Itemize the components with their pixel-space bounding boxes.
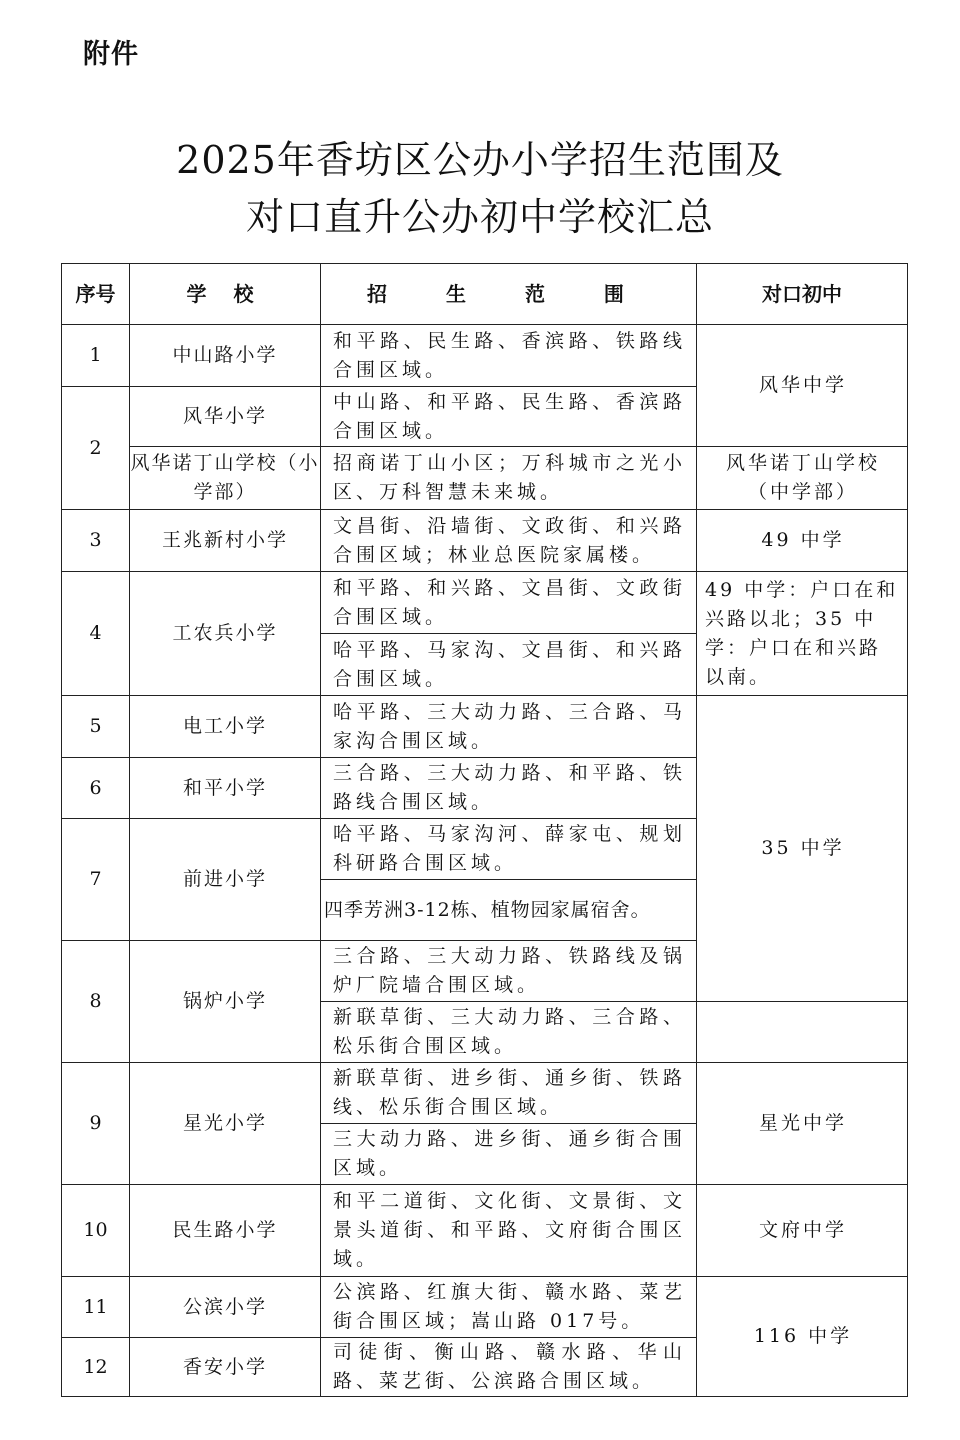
row-range: 三大动力路、进乡街、通乡街合围区域。 (321, 1124, 697, 1185)
row-school: 星光小学 (130, 1063, 321, 1185)
row-range: 和平路、和兴路、文昌街、文政街合围区域。 (321, 572, 697, 634)
table-row (62, 325, 908, 387)
row-school: 公滨小学 (130, 1277, 321, 1338)
table-row (62, 447, 908, 510)
row-seq: 11 (62, 1277, 130, 1338)
row-junior: 49 中学 (697, 510, 908, 572)
row-range: 中山路、和平路、民生路、香滨路合围区域。 (321, 387, 697, 447)
row-range: 文昌街、沿墙街、文政街、和兴路合围区域；林业总医院家属楼。 (321, 510, 697, 572)
row-range: 三合路、三大动力路、和平路、铁路线合围区域。 (321, 758, 697, 819)
row-seq: 4 (62, 572, 130, 696)
row-school: 王兆新村小学 (130, 510, 321, 572)
row-junior: 116 中学 (697, 1277, 908, 1397)
row-junior: 文府中学 (697, 1185, 908, 1277)
row-seq: 7 (62, 819, 130, 941)
row-junior: 星光中学 (697, 1063, 908, 1185)
table-row (62, 1063, 908, 1124)
row-range: 和平二道街、文化街、文景街、文景头道街、和平路、文府街合围区域。 (321, 1185, 697, 1277)
row-junior: 49 中学：户口在和兴路以北；35 中学：户口在和兴路以南。 (697, 572, 908, 696)
row-school: 工农兵小学 (130, 572, 321, 696)
table-row (62, 510, 908, 572)
header-seq: 序号 (62, 264, 130, 325)
row-range: 哈平路、马家沟、文昌街、和兴路合围区域。 (321, 634, 697, 696)
row-school: 电工小学 (130, 696, 321, 758)
row-range: 新联草街、三大动力路、三合路、松乐街合围区域。 (321, 1002, 697, 1063)
row-seq: 12 (62, 1338, 130, 1397)
header-junior: 对口初中 (697, 264, 908, 325)
document-title-line-1: 2025年香坊区公办小学招生范围及 (176, 138, 784, 182)
table-row (62, 572, 908, 634)
row-school: 和平小学 (130, 758, 321, 819)
row-seq: 1 (62, 325, 130, 387)
table-row (62, 1185, 908, 1277)
row-seq: 9 (62, 1063, 130, 1185)
row-range: 司徒街、衡山路、赣水路、华山路、菜艺街、公滨路合围区域。 (321, 1338, 697, 1397)
header-school: 学 校 (130, 264, 321, 325)
row-range: 哈平路、马家沟河、薛家屯、规划科研路合围区域。 (321, 819, 697, 880)
row-school: 香安小学 (130, 1338, 321, 1397)
document-title-line-2: 对口直升公办初中学校汇总 (245, 195, 714, 239)
row-school: 锅炉小学 (130, 941, 321, 1063)
row-seq: 5 (62, 696, 130, 758)
row-junior: 风华诺丁山学校（中学部） (697, 447, 908, 510)
attachment-label: 附件 (83, 39, 139, 70)
table-header-row (62, 264, 908, 325)
table-row (62, 1277, 908, 1338)
row-seq: 6 (62, 758, 130, 819)
row-range: 公滨路、红旗大街、赣水路、菜艺街合围区域；嵩山路 017号。 (321, 1277, 697, 1338)
row-junior: 风华中学 (697, 325, 908, 447)
row-seq: 8 (62, 941, 130, 1063)
row-school: 中山路小学 (130, 325, 321, 387)
row-seq: 2 (62, 387, 130, 510)
table-row (62, 696, 908, 758)
row-range: 和平路、民生路、香滨路、铁路线合围区域。 (321, 325, 697, 387)
row-range: 三合路、三大动力路、铁路线及锅炉厂院墙合围区域。 (321, 941, 697, 1002)
row-junior: 35 中学 (697, 696, 908, 1002)
row-range: 招商诺丁山小区；万科城市之光小区、万科智慧未来城。 (321, 447, 697, 510)
row-school: 前进小学 (130, 819, 321, 941)
row-range: 新联草街、进乡街、通乡街、铁路线、松乐街合围区域。 (321, 1063, 697, 1124)
row-school: 风华诺丁山学校（小学部） (130, 447, 321, 510)
row-range: 四季芳洲3-12栋、植物园家属宿舍。 (321, 880, 697, 941)
row-school: 民生路小学 (130, 1185, 321, 1277)
row-range: 哈平路、三大动力路、三合路、马家沟合围区域。 (321, 696, 697, 758)
row-seq: 10 (62, 1185, 130, 1277)
header-range: 招 生 范 围 (321, 264, 697, 325)
row-school: 风华小学 (130, 387, 321, 447)
enrollment-table (61, 263, 908, 1397)
row-seq: 3 (62, 510, 130, 572)
